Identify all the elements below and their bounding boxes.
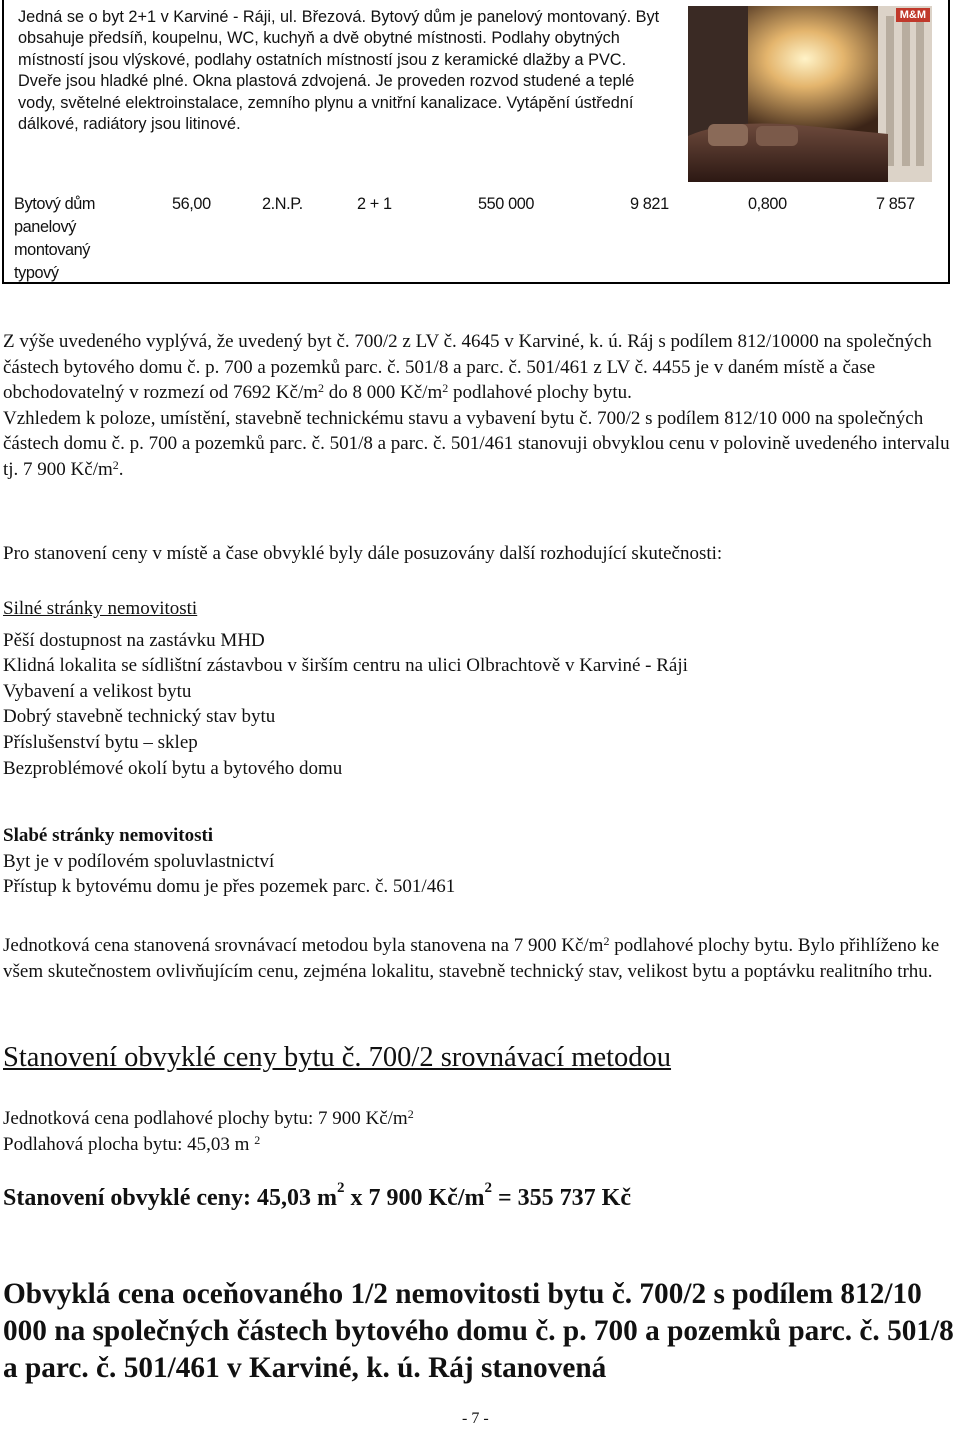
area-line [3, 1132, 953, 1158]
conclusion-text-c: podlahové plochy bytu. [448, 382, 632, 404]
coefficient-value: 0,800 [748, 195, 787, 213]
superscript: 2 [318, 381, 325, 396]
section-title: Stanovení obvyklé ceny bytu č. 700/2 srovnávací metodou [3, 1042, 672, 1073]
unit-price-text-b: podlahové plochy bytu. Bylo přihlíženo ke všem skutečnostem ovlivňujícím cenu, zejména lokalitu, stavebně technický stav, velikost bytu a poptávku realitního trhu. [3, 935, 940, 982]
weakness-item: Přístup k bytovému domu je přes pozemek parc. č. 501/461 [3, 876, 456, 898]
strengths-section [3, 596, 953, 781]
conclusion-text-b: do 8 000 Kč/m [324, 382, 443, 404]
strength-item: Pěší dostupnost na zastávku MHD [3, 629, 265, 651]
superscript: 2 [337, 1180, 345, 1196]
assessment-text-main: Vzhledem k poloze, umístění, stavebně technickému stavu a vybavení bytu č. 700/2 s podílem 812/10 000 na společných částech domu č. p. 700 a pozemků parc. č. 501/8 a parc. č. 501/461 stanovuji obvyklou cenu v polovině uvedeného intervalu tj. 7 900 Kč/m [3, 407, 950, 480]
area-line-text: Podlahová plocha bytu: 45,03 m [3, 1133, 255, 1155]
apartment-photo [688, 6, 932, 182]
calc-part-b: x 7 900 Kč/m [344, 1185, 485, 1211]
strengths-heading: Silné stránky nemovitosti [3, 598, 198, 619]
factors-intro-text: Pro stanovení ceny v místě a čase obvyklé byly dále posuzovány další rozhodující skutečnosti: [3, 543, 723, 564]
layout-value: 2 + 1 [357, 195, 392, 213]
strength-item: Dobrý stavebně technický stav bytu [3, 706, 276, 728]
strength-item: Klidná lokalita se sídlištní zástavbou v širším centru na ulici Olbrachtově v Karviné - Ráji [3, 655, 688, 677]
conclusion-paragraph [3, 329, 953, 483]
agency-watermark: M&M [896, 8, 930, 22]
weaknesses-heading: Slabé stránky nemovitosti [3, 825, 214, 846]
superscript: 2 [112, 457, 119, 472]
calculation-inputs [3, 1106, 953, 1157]
unit-price-value: 9 821 [630, 195, 669, 213]
weaknesses-section [3, 823, 953, 900]
superscript: 2 [407, 1107, 414, 1121]
area-value: 56,00 [172, 195, 211, 213]
superscript: 2 [254, 1132, 261, 1147]
superscript: 2 [484, 1180, 492, 1196]
interior-photo-illustration [688, 6, 932, 182]
adjusted-price-value: 7 857 [876, 195, 915, 213]
factors-intro [3, 541, 953, 567]
apartment-description [18, 7, 668, 135]
calc-part-c: = 355 737 Kč [492, 1185, 631, 1211]
unit-price-line-text: Jednotková cena podlahové plochy bytu: 7 900 Kč/m [3, 1108, 408, 1129]
table-divider [138, 282, 836, 284]
description-text: Jedná se o byt 2+1 v Karviné - Ráji, ul. Březová. Bytový dům je panelový montovaný. Byt obsahuje předsíň, koupelnu, WC, kuchyň a dvě obytné místnosti. Podlahy obytných místností jsou vlýskové, podlahy ostatních místností jsou z keramické dlažby a PVC. Dveře jsou hladké plné. Okna plastová zdvojená. Je proveden rozvod studené a teplé vody, světelné elektroinstalace, zemního plynu a vnitřní kanalizace. Vytápění ústřední dálkové, radiátory jsou litinové. [18, 8, 660, 134]
weakness-item: Byt je v podílovém spoluvlastnictví [3, 850, 275, 872]
type-line2: panelový [14, 218, 76, 236]
unit-price-text-a: Jednotková cena stanovená srovnávací metodou byla stanovena na 7 900 Kč/m [3, 935, 604, 956]
assessment-text [3, 406, 953, 483]
type-line4: typový [14, 264, 59, 282]
unit-price-paragraph-text [3, 933, 953, 984]
strength-item: Vybavení a velikost bytu [3, 680, 192, 702]
strength-item: Příslušenství bytu – sklep [3, 731, 198, 753]
price-calculation [3, 1180, 631, 1212]
type-line1: Bytový dům [14, 195, 96, 213]
superscript: 2 [603, 934, 610, 948]
floor-value: 2.N.P. [262, 195, 303, 213]
superscript: 2 [442, 381, 449, 396]
strength-item: Bezproblémové okolí bytu a bytového domu [3, 757, 343, 779]
page-number: - 7 - [462, 1410, 489, 1427]
assessment-text-end: . [118, 458, 124, 480]
unit-price-paragraph [3, 933, 953, 984]
price-value: 550 000 [478, 195, 535, 213]
conclusion-text-a: Z výše uvedeného vyplývá, že uvedený byt č. 700/2 z LV č. 4645 v Karviné, k. ú. Ráj s podílem 812/10000 na společných částech bytového domu č. p. 700 a pozemků parc. č. 501/8 a parc. č. 501/461 z LV č. 4455 je v daném místě a čase obchodovatelný v rozmezí od 7692 Kč/m [3, 331, 932, 404]
type-line3: montovaný [14, 241, 91, 259]
calc-part-a: Stanovení obvyklé ceny: 45,03 m [3, 1185, 338, 1211]
conclusion-text [3, 329, 953, 406]
unit-price-line [3, 1106, 953, 1132]
final-statement: Obvyklá cena oceňovaného 1/2 nemovitosti bytu č. 700/2 s podílem 812/10 000 na společných částech bytového domu č. p. 700 a pozemků parc. č. 501/8 a parc. č. 501/461 v Karviné, k. ú. Ráj stanovená [3, 1278, 954, 1384]
